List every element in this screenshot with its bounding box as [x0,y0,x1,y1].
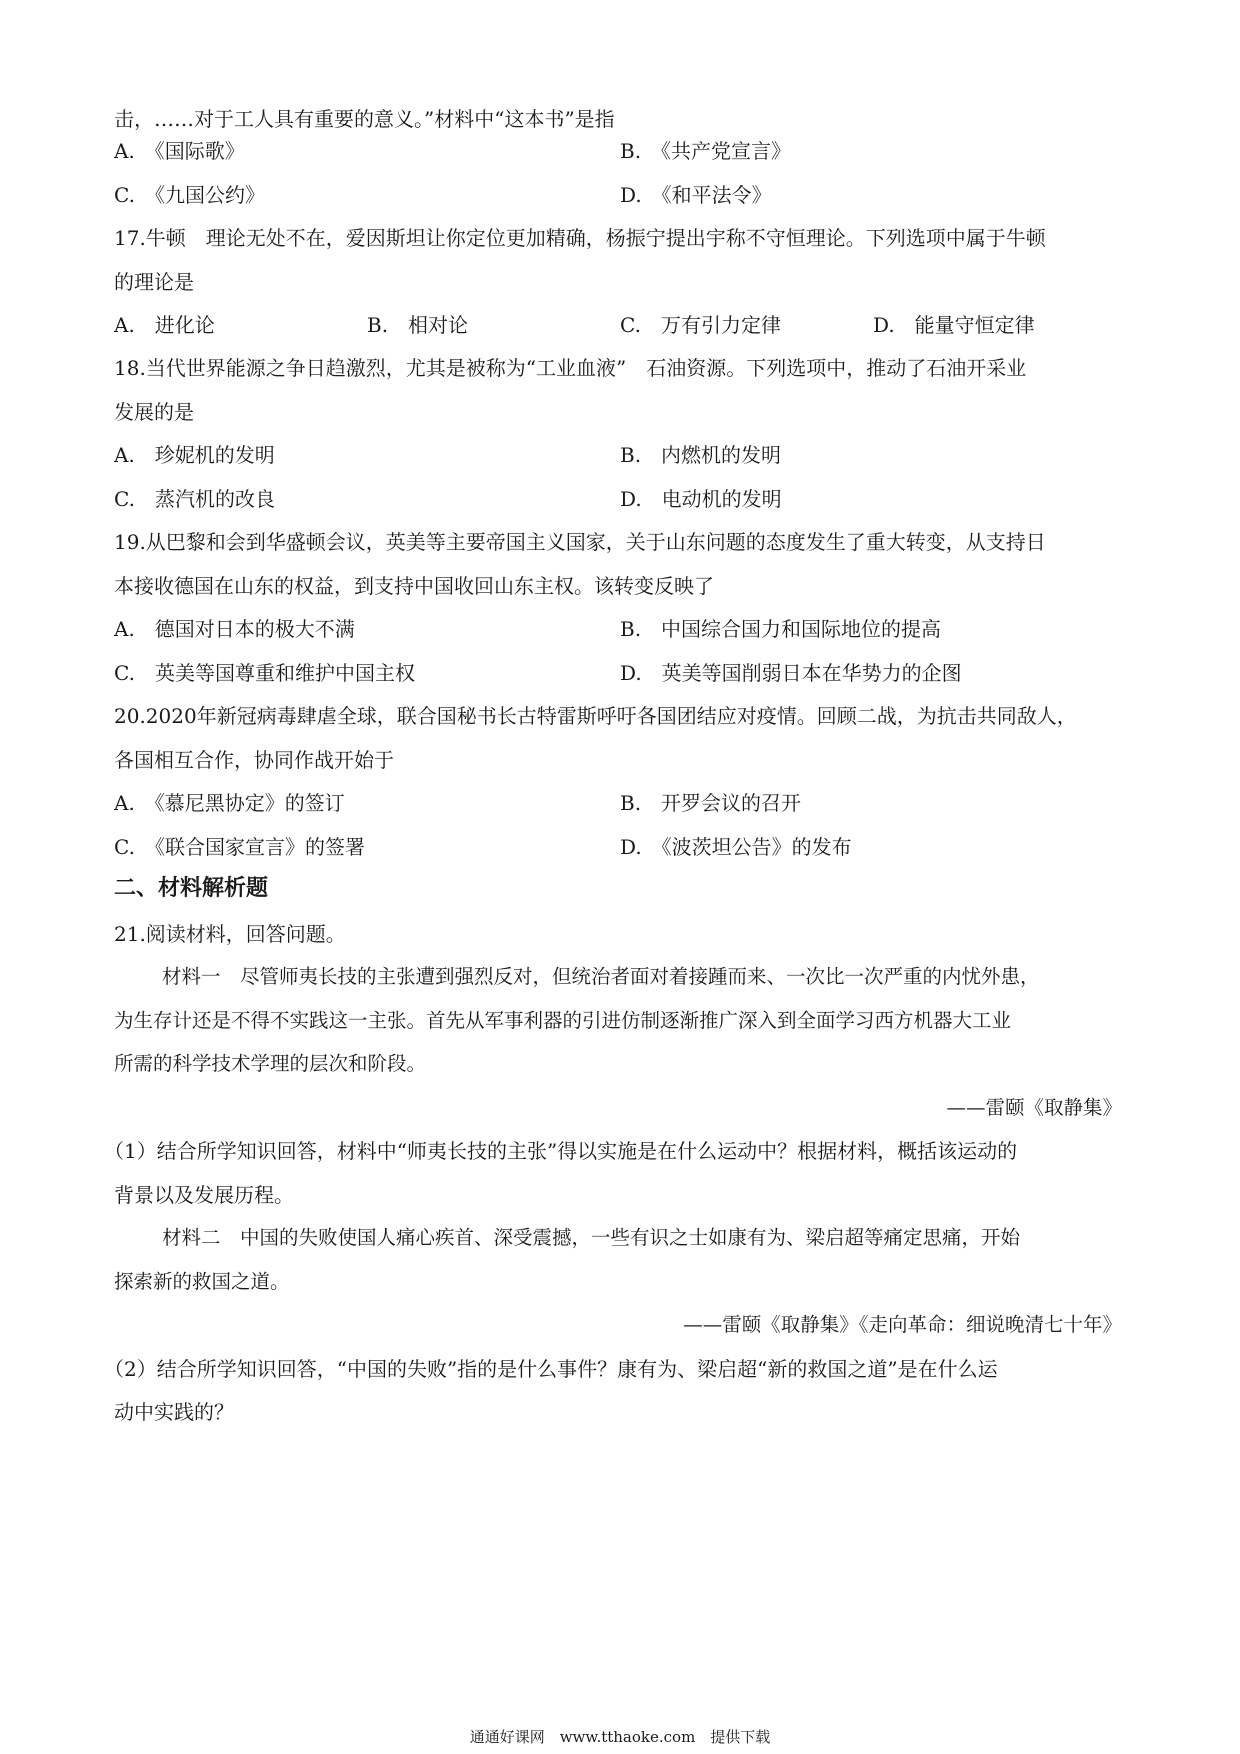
q18-stem-line2: 发展的是 [114,400,194,424]
q17-option-c: C. 万有引力定律 [620,313,781,337]
q17-option-d: D. 能量守恒定律 [873,313,1035,337]
q16-option-a: A. 《国际歌》 [114,139,245,163]
material1-line1: 材料一 尽管师夷长技的主张遭到强烈反对，但统治者面对着接踵而来、一次比一次严重的内忧外患， [162,965,1040,988]
q16-option-c: C. 《九国公约》 [114,183,265,207]
material2-line2: 探索新的救国之道。 [114,1270,290,1293]
page-footer: 通通好课网 www.tthaoke.com 提供下载 [469,1728,771,1746]
q16-stem-end: 击，……对于工人具有重要的意义。”材料中“这本书”是指 [114,107,615,131]
q18-option-a: A. 珍妮机的发明 [114,443,275,467]
q21-stem: 21.阅读材料，回答问题。 [114,922,346,946]
material1-line3: 所需的科学技术学理的层次和阶段。 [114,1052,427,1075]
q17-option-a: A. 进化论 [114,313,215,337]
q19-option-b: B. 中国综合国力和国际地位的提高 [620,617,942,641]
q19-option-d: D. 英美等国削弱日本在华势力的企图 [620,661,962,685]
q18-option-b: B. 内燃机的发明 [620,443,782,467]
q19-stem-line2: 本接收德国在山东的权益，到支持中国收回山东主权。该转变反映了 [114,574,714,598]
material2-line1: 材料二 中国的失败使国人痛心疾首、深受震撼，一些有识之士如康有为、梁启超等痛定思痛，开始 [162,1226,1021,1249]
q21-part1-line1: （1）结合所学知识回答，材料中“师夷长技的主张”得以实施是在什么运动中？根据材料，概括该运动的 [104,1139,1018,1163]
q21-part2-line1: （2）结合所学知识回答，“中国的失败”指的是什么事件？康有为、梁启超“新的救国之道”是在什么运 [104,1357,998,1381]
q20-option-b: B. 开罗会议的召开 [620,791,802,815]
q20-option-d: D. 《波茨坦公告》的发布 [620,835,852,859]
q18-option-c: C. 蒸汽机的改良 [114,487,275,511]
q20-option-c: C. 《联合国家宣言》的签署 [114,835,365,859]
q20-option-a: A. 《慕尼黑协定》的签订 [114,791,345,815]
q21-part2-line2: 动中实践的？ [114,1400,234,1424]
q17-option-b: B. 相对论 [367,313,469,337]
material1-line2: 为生存计还是不得不实践这一主张。首先从军事利器的引进仿制逐渐推广深入到全面学习西方机器大工业 [114,1009,1012,1032]
q17-stem-line1: 17.牛顿 理论无处不在，爱因斯坦让你定位更加精确，杨振宁提出宇称不守恒理论。下列选项中属于牛顿 [114,226,1046,250]
q19-stem-line1: 19.从巴黎和会到华盛顿会议，英美等主要帝国主义国家，关于山东问题的态度发生了重大转变，从支持日 [114,530,1046,554]
q18-option-d: D. 电动机的发明 [620,487,782,511]
q20-stem-line1: 20.2020年新冠病毒肆虐全球，联合国秘书长古特雷斯呼吁各国团结应对疫情。回顾二战，为抗击共同敌人， [114,704,1077,728]
q20-stem-line2: 各国相互合作，协同作战开始于 [114,748,394,772]
q19-option-a: A. 德国对日本的极大不满 [114,617,355,641]
q16-option-b: B. 《共产党宣言》 [620,139,792,163]
q18-stem-line1: 18.当代世界能源之争日趋激烈，尤其是被称为“工业血液” 石油资源。下列选项中，推动了石油开采业 [114,356,1027,380]
q21-part1-line2: 背景以及发展历程。 [114,1183,294,1207]
material1-source: ——雷颐《取静集》 [946,1096,1122,1119]
q19-option-c: C. 英美等国尊重和维护中国主权 [114,661,415,685]
section-title: 二、材料解析题 [114,876,269,901]
material2-source: ——雷颐《取静集》《走向革命：细说晚清七十年》 [683,1313,1122,1336]
q17-stem-line2: 的理论是 [114,270,194,294]
q16-option-d: D. 《和平法令》 [620,183,772,207]
